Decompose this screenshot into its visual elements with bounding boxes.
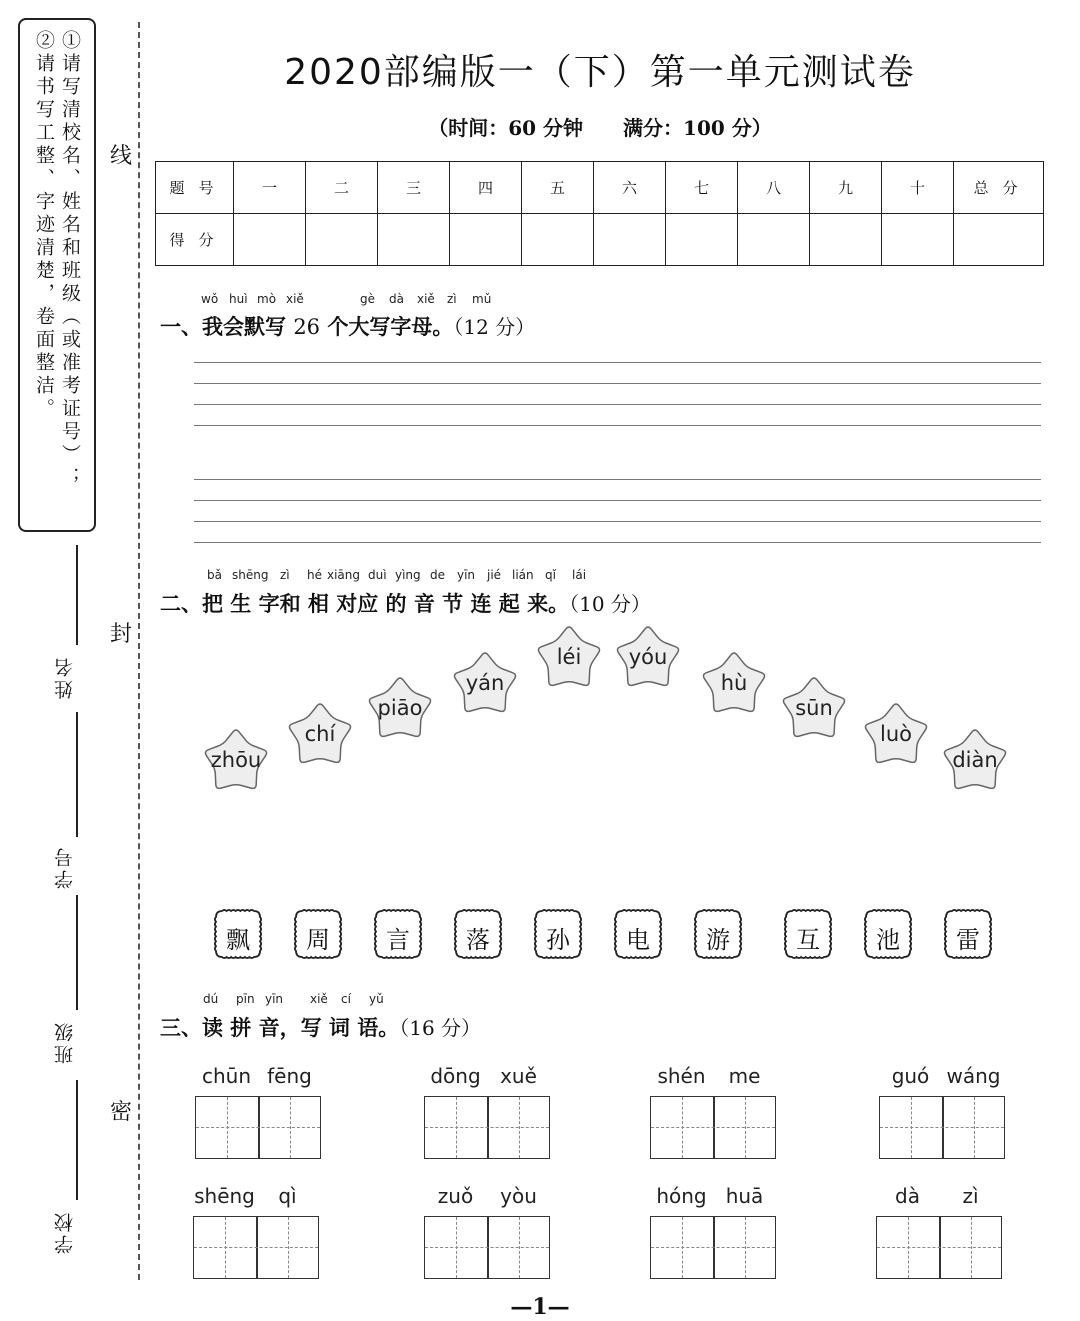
section2-title-text: 二、把 生 字和 相 对应 的 音 节 连 起 来。: [160, 592, 570, 616]
pinyin-syllable: jié: [487, 568, 502, 582]
pinyin-syllable: pīn: [236, 992, 255, 1006]
pinyin-syllable: xiāng: [327, 568, 361, 582]
pinyin-syllable: qǐ: [545, 568, 556, 582]
badge-character: 飘: [226, 926, 250, 954]
star-label: zhōu: [210, 748, 262, 772]
pinyin-syllable: xiě: [286, 292, 304, 306]
star-label: luò: [880, 722, 912, 746]
pinyin-syllable: me: [728, 1064, 761, 1088]
pinyin-syllable: huì: [229, 292, 248, 306]
section1-pinyin: [0, 292, 700, 308]
pinyin-syllable: bǎ: [207, 568, 222, 582]
score-cell[interactable]: [594, 214, 666, 266]
score-table-column: 五: [522, 162, 594, 214]
pinyin-syllable: zì: [962, 1184, 979, 1208]
badge-character: 池: [876, 926, 900, 954]
score-table-column: 四: [450, 162, 522, 214]
pinyin-syllable: yǔ: [369, 992, 384, 1006]
tianzige-grid[interactable]: [879, 1096, 1005, 1159]
score-table-column: 二: [306, 162, 378, 214]
student-id-field-label: 学号: [54, 845, 76, 889]
pinyin-syllable: yīn: [457, 568, 476, 582]
word-pinyin: [424, 1184, 550, 1210]
character-badge[interactable]: [613, 908, 663, 960]
star-label: yóu: [628, 645, 668, 669]
section3-pinyin: [0, 992, 500, 1008]
score-table-column: 八: [738, 162, 810, 214]
pinyin-syllable: yīn: [265, 992, 284, 1006]
class-field-line[interactable]: [76, 1080, 78, 1200]
pinyin-syllable: shēng: [194, 1184, 255, 1208]
score-cell[interactable]: [738, 214, 810, 266]
class-field-label: 班级: [54, 1020, 76, 1064]
score-table-column: 七: [666, 162, 738, 214]
tianzige-grid[interactable]: [424, 1096, 550, 1159]
score-table-row-label: 题号: [156, 162, 234, 214]
character-badge[interactable]: [213, 908, 263, 960]
pinyin-star[interactable]: [445, 647, 525, 721]
pinyin-syllable: cí: [341, 992, 351, 1006]
score-table-column: 十: [882, 162, 954, 214]
star-label: yán: [465, 671, 505, 695]
pinyin-syllable: xiě: [310, 992, 328, 1006]
section1-title: [160, 311, 535, 341]
pinyin-syllable: hé: [307, 568, 322, 582]
score-table-column: 一: [234, 162, 306, 214]
pinyin-syllable: yìng: [395, 568, 421, 582]
notice-box: [18, 18, 96, 532]
badge-character: 言: [386, 926, 410, 954]
badge-character: 互: [796, 926, 820, 954]
seal-word-secret: 密: [110, 1100, 133, 1125]
pinyin-star[interactable]: [196, 724, 276, 798]
section1-title-text: 一、我会默写: [160, 315, 286, 339]
pinyin-star[interactable]: [856, 698, 936, 772]
badge-character: 电: [626, 926, 650, 954]
pinyin-syllable: zì: [280, 568, 290, 582]
badge-character: 游: [706, 926, 730, 954]
tianzige-grid[interactable]: [195, 1096, 321, 1159]
page-title: 2020部编版一（下）第一单元测试卷: [284, 52, 916, 93]
character-badge[interactable]: [533, 908, 583, 960]
word-pinyin: [195, 1064, 321, 1090]
section3-title-text: 三、读 拼 音，写 词 语。: [160, 1016, 400, 1040]
pinyin-star[interactable]: [360, 672, 440, 746]
pinyin-syllable: duì: [368, 568, 387, 582]
school-field-label: 学校: [54, 1210, 76, 1254]
name-field-line-2: [76, 712, 78, 837]
word-pinyin: [424, 1064, 550, 1090]
tianzige-grid[interactable]: [650, 1216, 776, 1279]
score-table: [155, 161, 1044, 266]
character-badge[interactable]: [293, 908, 343, 960]
pinyin-syllable: wáng: [946, 1064, 1001, 1088]
section1-score: （12 分）: [453, 315, 536, 339]
character-badge[interactable]: [453, 908, 503, 960]
badge-character: 孙: [546, 926, 570, 954]
pinyin-syllable: mǔ: [472, 292, 492, 306]
score-cell[interactable]: [810, 214, 882, 266]
score-cell[interactable]: [378, 214, 450, 266]
section2-pinyin: [0, 568, 700, 584]
pinyin-star[interactable]: [774, 672, 854, 746]
pinyin-syllable: lián: [512, 568, 534, 582]
score-table-header-row: [156, 162, 1044, 214]
character-badge[interactable]: [693, 908, 743, 960]
tianzige-grid[interactable]: [193, 1216, 319, 1279]
section3-score: （16 分）: [399, 1016, 482, 1040]
pinyin-star[interactable]: [935, 724, 1015, 798]
pinyin-syllable: chūn: [201, 1064, 252, 1088]
score-cell[interactable]: [234, 214, 306, 266]
score-cell[interactable]: [450, 214, 522, 266]
pinyin-syllable: guó: [891, 1064, 930, 1088]
writing-lines-group-1[interactable]: [194, 362, 1041, 427]
score-cell-total[interactable]: [954, 214, 1044, 266]
pinyin-syllable: shén: [657, 1064, 706, 1088]
score-table-column-total: 总分: [954, 162, 1044, 214]
score-table-score-row: [156, 214, 1044, 266]
notice-line-1: ①请写清校名、姓名和班级（或准考证号）；: [59, 30, 81, 490]
word-pinyin: [876, 1184, 1002, 1210]
star-label: sūn: [795, 696, 833, 720]
character-badge[interactable]: [783, 908, 833, 960]
page-number: —1—: [510, 1294, 570, 1320]
section1-title-end: 个大写字母。: [327, 315, 454, 339]
tianzige-grid[interactable]: [650, 1096, 776, 1159]
score-table-column: 六: [594, 162, 666, 214]
pinyin-syllable: dà: [389, 292, 404, 306]
character-badge[interactable]: [943, 908, 993, 960]
name-field-line[interactable]: [76, 545, 78, 645]
pinyin-syllable: xuě: [500, 1064, 537, 1088]
pinyin-star[interactable]: [694, 647, 774, 721]
pinyin-syllable: dú: [203, 992, 219, 1006]
pinyin-syllable: hóng: [656, 1184, 707, 1208]
seal-word-line: 线: [110, 144, 133, 169]
section1-count: 26: [293, 315, 321, 339]
pinyin-syllable: xiě: [417, 292, 435, 306]
pinyin-syllable: fēng: [267, 1064, 312, 1088]
pinyin-syllable: wǒ: [201, 292, 219, 306]
pinyin-star[interactable]: [608, 621, 688, 695]
character-badge[interactable]: [863, 908, 913, 960]
pinyin-syllable: huā: [725, 1184, 764, 1208]
badge-character: 落: [466, 926, 490, 954]
writing-lines-group-2[interactable]: [194, 479, 1041, 544]
pinyin-syllable: dà: [895, 1184, 920, 1208]
pinyin-syllable: mò: [257, 292, 277, 306]
score-table-column: 九: [810, 162, 882, 214]
notice-line-2: ②请书写工整、字迹清楚，卷面整洁。: [33, 30, 55, 421]
badge-character: 雷: [956, 926, 980, 954]
name-field-label: 姓名: [54, 655, 76, 699]
tianzige-grid[interactable]: [424, 1216, 550, 1279]
pinyin-star[interactable]: [280, 698, 360, 772]
star-label: léi: [556, 645, 582, 669]
star-label: piāo: [377, 696, 423, 720]
section2-title: [160, 588, 651, 618]
score-cell[interactable]: [306, 214, 378, 266]
pinyin-syllable: lái: [572, 568, 587, 582]
pinyin-syllable: zì: [447, 292, 457, 306]
seal-word-seal: 封: [110, 622, 133, 647]
page-subtitle: （时间：60 分钟 满分：100 分）: [428, 116, 772, 140]
section2-score: （10 分）: [569, 592, 651, 616]
word-pinyin: [879, 1064, 1005, 1090]
binding-dashed-line: [138, 22, 140, 1280]
pinyin-syllable: zuǒ: [437, 1184, 474, 1208]
pinyin-star[interactable]: [529, 621, 609, 695]
tianzige-grid[interactable]: [876, 1216, 1002, 1279]
section3-title: [160, 1012, 481, 1042]
pinyin-syllable: qì: [278, 1184, 297, 1208]
score-table-row-label: 得分: [156, 214, 234, 266]
pinyin-syllable: yòu: [500, 1184, 537, 1208]
star-label: chí: [304, 722, 336, 746]
badge-character: 周: [306, 926, 330, 954]
pinyin-syllable: gè: [360, 292, 375, 306]
pinyin-syllable: shēng: [232, 568, 269, 582]
score-table-column: 三: [378, 162, 450, 214]
score-cell[interactable]: [882, 214, 954, 266]
pinyin-syllable: de: [430, 568, 445, 582]
score-cell[interactable]: [522, 214, 594, 266]
word-pinyin: [193, 1184, 319, 1210]
word-pinyin: [650, 1064, 776, 1090]
character-badge[interactable]: [373, 908, 423, 960]
score-cell[interactable]: [666, 214, 738, 266]
word-pinyin: [650, 1184, 776, 1210]
star-label: hù: [720, 671, 748, 695]
star-label: diàn: [952, 748, 998, 772]
pinyin-syllable: dōng: [430, 1064, 481, 1088]
